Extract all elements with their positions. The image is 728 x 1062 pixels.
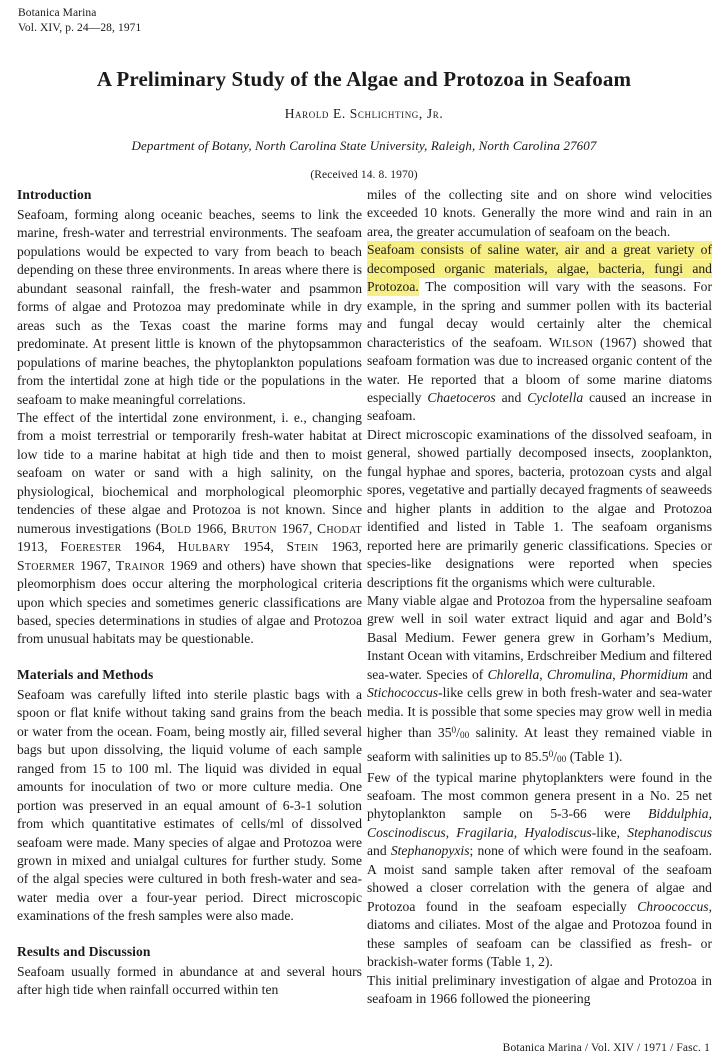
- genus-stichococcus: Stichococcus: [367, 685, 439, 701]
- genus-biddulphia: Biddulphia: [648, 806, 709, 822]
- citation-stein-name: Stein: [286, 539, 319, 555]
- paragraph-few-e: , diatoms and ciliates. Most of the algae and Protozoa found in these samples of seafoam can be classified as fresh- or brackish-water forms (Table 1, 2).: [367, 898, 712, 970]
- citation-bold-year: 1966: [196, 520, 224, 536]
- highlighted-sentence: Seafoam consists of saline water, air and a great variety of decomposed organic materials, algae, bacteria, fungi and Protozoa.: [367, 242, 712, 295]
- paragraph-results-start: Seafoam usually formed in abundance at and several hours after high tide when rainfall occurred within ten: [17, 963, 362, 998]
- page-footer: Botanica Marina / Vol. XIV / 1971 / Fasc. 1: [502, 1042, 710, 1054]
- citation-stoermer-name: Stoermer: [17, 557, 75, 573]
- paragraph-composition: [367, 241, 712, 426]
- salinity-value-855-permil: $^0/_{00}$: [548, 748, 567, 765]
- genus-chroococcus: Chroococcus: [637, 898, 709, 914]
- paragraph-direct-examinations: Direct microscopic examinations of the dissolved seafoam, in general, showed partially decomposed insects, zooplankton, fungal hyphae and spores, bacteria, protozoan cysts and algal spores, vegetative and partially decayed fragments of seaweeds and higher plants in addition to the algae and Protozoa identified and listed in Table 1. The seafoam organisms reported here are primarily generic classifications. Species or species-like designations were reported when species descriptions fit the organisms which were culturable.: [367, 426, 712, 590]
- genus-stephanodiscus: Stephanodiscus: [627, 824, 712, 840]
- author-name: Harold E. Schlichting, Jr.: [284, 106, 444, 121]
- salinity-value-855: 85.5: [524, 749, 549, 765]
- paragraph-results-continued: miles of the collecting site and on shore wind velocities exceeded 10 knots. Generally the more wind and rain in an area, the greater accumulation of seafoam on the beach.: [367, 187, 712, 239]
- genus-stephanopyxis: Stephanopyxis: [390, 843, 470, 859]
- paragraph-viable-c: salinity. At least they remained viable in seaform with salinities up to: [367, 725, 713, 765]
- paragraph-viable-algae: Many viable algae and Protozoa from the hypersaline seafoam grew well in soil water extract liquid and agar and Bold’s Basal Medium. Fewer genera grew in Gorham’s Medium, Instant Ocean with vitamins, Erdschreiber Medium and filtered sea-water. Species of Chlorella, Chromulina, Phormidium and Stichococcus-like cells grew in both fresh-water and sea-water media. It is possible that some species may grow well in media higher than $35^0/_{00}$ salinity. At least they remained viable in seaform with salinities up to $85.5^0/_{00}$ (Table 1).: [367, 592, 713, 765]
- column-right: [367, 186, 712, 1008]
- heading-materials-and-methods: Materials and Methods: [17, 666, 154, 682]
- citation-bold-name: Bold: [160, 520, 192, 536]
- citation-hulbary-year: 1954: [243, 539, 271, 555]
- citation-wilson-name: Wilson: [548, 334, 594, 350]
- paragraph-composition-c: and: [495, 389, 528, 405]
- citation-chodat-name: Chodat: [316, 520, 362, 536]
- paragraph-initial-investigation: This initial preliminary investigation of algae and Protozoa in seafoam in 1966 followed the pioneering: [367, 972, 712, 1007]
- paragraph-composition-d: caused an increase in seafoam.: [367, 389, 712, 424]
- journal-volume-pages: Vol. XIV, p. 24—28, 1971: [18, 22, 142, 34]
- genus-chlorella: Chlorella: [487, 666, 540, 682]
- paragraph-few-d: ; none of which were found in the seafoam. A moist sand sample taken after removal of the seafoam showed a closer correlation with the genera of algae and Protozoa found in the seafoam especially: [367, 843, 712, 914]
- paragraph-introduction-2: The effect of the intertidal zone environment, i. e., changing from a moist terrestrial or temporarily fresh-water habitat at low tide to a marine habitat at high tide and then to moist seafoam on water or sand with a high salinity, on the physiological, biochemical and morphological pleomorphic tendencies of these algae and Protozoa is not known. Since numerous investigations (Bold 1966, Bruton 1967, Chodat 1913, Foerester 1964, Hulbary 1954, Stein 1963, Stoermer 1967, Trainor 1969 and others) have shown that pleomorphism does occur altering the morphological criteria upon which species and sometimes generic classifications are based, species determinations in studies of algae and Protozoa from unusual habitats may be questionable.: [17, 409, 362, 647]
- citation-chodat-year: 1913: [17, 539, 45, 555]
- citation-foerester-year: 1964: [134, 539, 162, 555]
- paragraph-few-a: Few of the typical marine phytoplankters were found in the seafoam. The most common genera present in a No. 25 net phytoplankton sample on 5-3-66 were: [367, 769, 712, 822]
- genus-hyalodiscus: Hyalodiscus: [524, 824, 592, 840]
- citation-stein-year: 1963: [331, 539, 359, 555]
- journal-name: Botanica Marina: [18, 7, 97, 19]
- genus-coscinodiscus: Coscinodiscus: [367, 824, 446, 840]
- genus-chaetoceros: Chaetoceros: [427, 389, 496, 405]
- paragraph-composition-b: (1967) showed that seafoam formation was due to increased organic content of the water. He reported that a bloom of some marine diatoms especially: [367, 334, 712, 405]
- genus-chromulina: Chromulina: [546, 666, 613, 682]
- genus-fragilaria: Fragilaria: [456, 824, 514, 840]
- citation-trainor-year: 1969: [170, 557, 198, 573]
- column-left: [17, 186, 362, 1000]
- citation-foerester-name: Foerester: [60, 539, 122, 555]
- paragraph-few-c: and: [367, 843, 391, 859]
- citation-hulbary-name: Hulbary: [177, 539, 231, 555]
- salinity-value-35-permil: $^0/_{00}$: [451, 725, 470, 741]
- paragraph-few-b: -like,: [591, 824, 628, 840]
- paragraph-composition-a: The composition will vary with the seasons. For example, in the spring and summer pollen with its bacterial and fungal decay would certainly alter the chemical characteristics of the seafoam.: [367, 279, 712, 350]
- citation-stoermer-year: 1967: [80, 557, 108, 573]
- paragraph-phytoplankters: Few of the typical marine phytoplankters were found in the seafoam. The most common genera present in a No. 25 net phytoplankton sample on 5-3-66 were Biddulphia, Coscinodiscus, Fragilaria, Hyalodiscus-like, Stephanodiscus and Stephanopyxis; none of which were found in the seafoam. A moist sand sample taken after removal of the seafoam showed a closer correlation with the genera of algae and Protozoa found in the seafoam especially Chroococcus, diatoms and ciliates. Most of the algae and Protozoa found in these samples of seafoam can be classified as fresh- or brackish-water forms (Table 1, 2).: [367, 769, 712, 970]
- paragraph-materials: Seafoam was carefully lifted into sterile plastic bags with a spoon or flat knife without taking sand grains from the beach or water from the ocean. Foam, being mostly air, filled several bags but upon dissolving, the liquid volume of each sample ranged from 15 to 100 ml. The liquid was divided in equal amounts for inoculation of two or more culture media. One portion was preserved in an equal amount of 6-3-1 solution from which quantitative estimates of cells/ml of dissolved seafoam were made. Many species of algae and Protozoa were grown in mixed and unialgal cultures for further study. Some of the algal species were cultured in both fresh-water and sea-water media over a four-year period. Direct microscopic examinations of the fresh samples were also made.: [17, 686, 362, 924]
- title-block: [0, 66, 728, 181]
- author-affiliation: Department of Botany, North Carolina State University, Raleigh, North Carolina 27607: [131, 138, 597, 153]
- genus-phormidium: Phormidium: [619, 666, 689, 682]
- received-date: (Received 14. 8. 1970): [310, 169, 418, 181]
- paragraph-viable-a: Many viable algae and Protozoa from the hypersaline seafoam grew well in soil water extract liquid and agar and Bold’s Basal Medium. Fewer genera grew in Gorham’s Medium, Instant Ocean with vitamins, Erdschreiber Medium and filtered sea-water. Species of: [367, 592, 712, 682]
- paragraph-intro2-pre: The effect of the intertidal zone environment, i. e., changing from a moist terrestrial or temporarily fresh-water habitat at low tide to a marine habitat at high tide and then to moist seafoam on water or sand with a high salinity, on the physiological, biochemical and morphological pleomorphic tendencies of these algae and Protozoa is not known. Since numerous investigations (: [17, 409, 362, 536]
- genus-cyclotella: Cyclotella: [527, 389, 584, 405]
- citation-bruton-year: 1967: [281, 520, 309, 536]
- page-title: A Preliminary Study of the Algae and Protozoa in Seafoam: [96, 67, 632, 91]
- paragraph-viable-b: -like cells grew in both fresh-water and sea-water media. It is possible that some species may grow well in media higher than 35: [367, 685, 712, 741]
- heading-introduction: Introduction: [17, 187, 92, 202]
- citation-trainor-name: Trainor: [115, 557, 165, 573]
- heading-results-and-discussion: Results and Discussion: [17, 943, 151, 959]
- paragraph-intro2-post: and others) have shown that pleomorphism does occur altering the morphological criteria upon which species and sometimes generic classifications are based, species determinations in studies of algae and Protozoa from unusual habitats may be questionable.: [17, 557, 362, 647]
- paragraph-viable-d: (Table 1).: [566, 749, 623, 765]
- paragraph-introduction-1: Seafoam, forming along oceanic beaches, seems to link the marine, fresh-water and terrestrial environments. The seafoam populations would be expected to vary from beach to beach depending on these three environments. In areas where there is abundant seasonal rainfall, the fresh-water and psammon forms of algae and Protozoa may predominate while in dry areas such as the Texas coast the marine forms may predominate. At present little is known of the phytopsammon populations of marine beaches, the phytoplankton populations from the intertidal zone at high tide or the populations in the seafoam to make meaningful correlations.: [17, 207, 362, 407]
- citation-bruton-name: Bruton: [231, 520, 277, 536]
- journal-reference: [18, 6, 141, 36]
